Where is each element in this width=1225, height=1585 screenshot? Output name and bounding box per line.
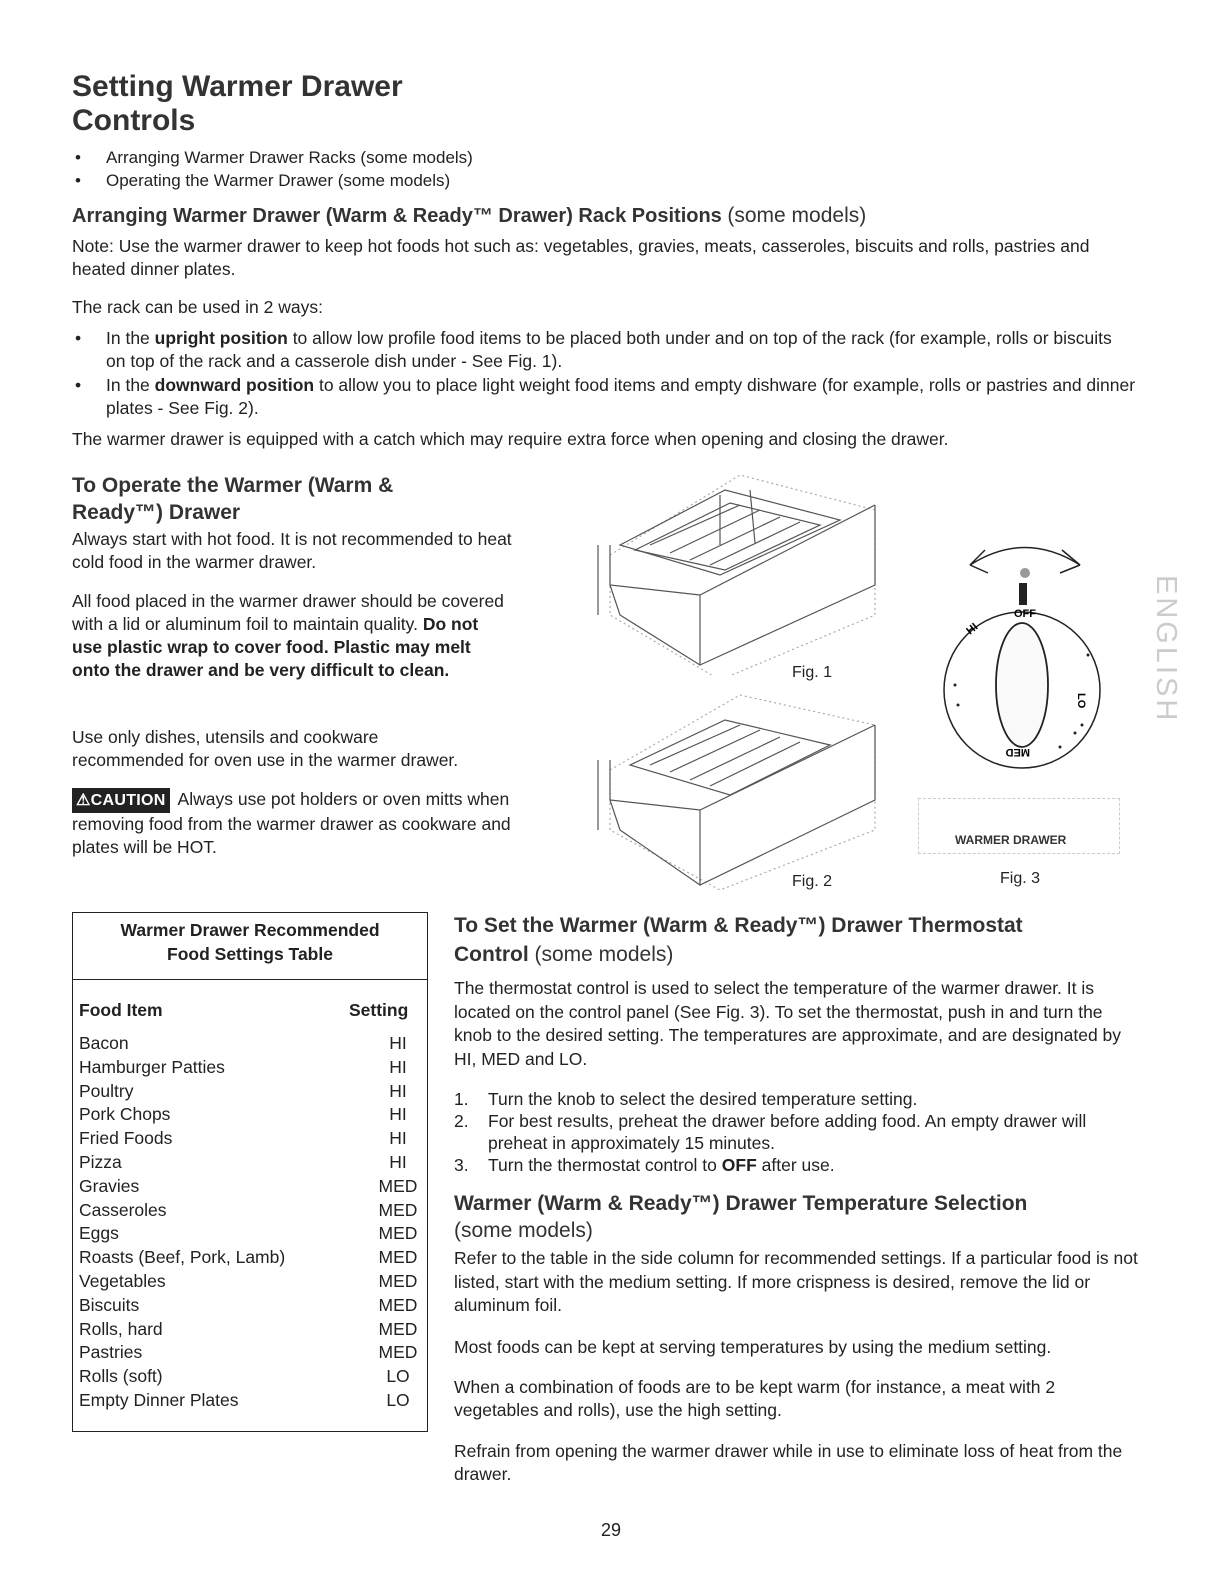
thermostat-step-text: For best results, preheat the drawer before adding food. An empty drawer will preheat in approximately 15 minutes. (488, 1111, 1087, 1153)
operate-heading-l2: Ready™) Drawer (72, 501, 241, 524)
operate-p2 (72, 590, 512, 682)
thermostat-p1: The thermostat control is used to select the temperature of the warmer drawer. It is located on the control panel (See Fig. 3). To set the thermostat, push in and turn the knob to the desired setting. The temperatures are approximate, and are designated by HI, MED and LO. (454, 978, 1122, 1069)
table-cell-setting: MED (378, 1199, 418, 1220)
rack-heading (72, 204, 866, 228)
table-cell-setting: HI (389, 1033, 407, 1053)
language-side-tab-text: ENGLISH (1150, 575, 1182, 724)
thermostat-step-text: Turn the thermostat control to (488, 1155, 722, 1175)
table-cell-setting: HI (389, 1151, 407, 1172)
knob-med-label: MED (1005, 746, 1030, 758)
table-cell-setting: LO (386, 1366, 410, 1387)
table-row (73, 1103, 427, 1127)
operate-p3: Use only dishes, utensils and cookware recommended for oven use in the warmer drawer. (72, 727, 459, 770)
language-side-tab (1150, 575, 1182, 724)
fig1-caption: Fig. 1 (792, 664, 833, 681)
table-title (73, 913, 427, 980)
table-cell-setting: HI (389, 1080, 407, 1101)
table-cell-setting: LO (386, 1389, 410, 1410)
table-row (73, 1294, 427, 1318)
table-row (73, 1127, 427, 1151)
table-cell-food: Fried Foods (79, 1128, 173, 1149)
temp-p2: Most foods can be kept at serving temperatures by using the medium setting. (454, 1337, 1052, 1357)
warmer-drawer-panel-label: WARMER DRAWER (955, 833, 1067, 847)
knob-off-label: OFF (1014, 608, 1036, 620)
temp-p1: Refer to the table in the side column for recommended settings. If a particular food is not listed, start with the medium setting. If more crispness is desired, remove the lid or aluminum foil. (454, 1248, 1138, 1315)
thermostat-step-bold: OFF (721, 1155, 757, 1175)
table-col-setting: Setting (349, 1000, 409, 1020)
table-cell-setting: MED (378, 1342, 418, 1363)
rack-bullet-text: In the (106, 328, 155, 348)
table-row (73, 1246, 427, 1270)
table-cell-food: Pastries (79, 1342, 143, 1363)
toc-item-text: Operating the Warmer Drawer (some models) (106, 171, 451, 190)
table-row (73, 1389, 427, 1413)
temp-heading-l1: Warmer (Warm & Ready™) Drawer Temperature Selection (454, 1192, 1028, 1215)
table-col-food: Food Item (79, 1000, 163, 1020)
table-cell-food: Vegetables (79, 1270, 166, 1291)
temp-heading (454, 1190, 1154, 1244)
fig3-knob-illustration (930, 525, 1110, 780)
table-cell-setting: MED (378, 1175, 418, 1196)
thermostat-step: 1. Turn the knob to select the desired temperature setting. (454, 1089, 918, 1109)
table-cell-food: Poultry (79, 1080, 134, 1101)
table-cell-food: Rolls (soft) (79, 1366, 163, 1387)
page-title (72, 70, 403, 138)
thermostat-heading-l1: To Set the Warmer (Warm & Ready™) Drawer Thermostat (454, 914, 1023, 937)
toc-item: • Operating the Warmer Drawer (some models) (75, 171, 451, 190)
table-row (73, 1365, 427, 1389)
temp-heading-l2: (some models) (454, 1219, 593, 1242)
table-cell-food: Casseroles (79, 1199, 167, 1220)
table-cell-setting: HI (389, 1056, 407, 1077)
thermostat-step: 2. For best results, preheat the drawer before adding food. An empty drawer will preheat in approximately 15 minutes. (454, 1111, 1087, 1153)
table-cell-food: Pizza (79, 1151, 122, 1172)
page-number: 29 (601, 1520, 622, 1540)
thermostat-heading (454, 912, 1154, 968)
table-cell-food: Biscuits (79, 1294, 140, 1315)
table-cell-food: Hamburger Patties (79, 1056, 225, 1077)
table-cell-setting: HI (389, 1128, 407, 1149)
rack-ways: The rack can be used in 2 ways: (72, 297, 323, 317)
table-cell-setting: HI (389, 1104, 407, 1125)
table-row (73, 1341, 427, 1365)
operate-p2-warning: Do not use plastic wrap to cover food. Plastic may melt onto the drawer and be very difficult to clean. (72, 614, 479, 680)
thermostat-heading-suffix: (some models) (528, 943, 674, 966)
fig3-caption: Fig. 3 (1000, 870, 1041, 887)
indicator-mark (1019, 583, 1027, 605)
table-cell-setting: MED (378, 1223, 418, 1244)
table-row (73, 1151, 427, 1175)
table-cell-setting: MED (378, 1247, 418, 1268)
table-row (73, 1175, 427, 1199)
table-row (73, 1270, 427, 1294)
knob-lo-label: LO (1075, 693, 1087, 709)
page-title-line1: Setting Warmer Drawer (72, 70, 403, 103)
table-cell-food: Pork Chops (79, 1104, 171, 1125)
caution-paragraph (72, 788, 532, 859)
operate-p1: Always start with hot food. It is not recommended to heat cold food in the warmer drawer. (72, 529, 512, 572)
table-body (73, 1032, 427, 1413)
table-row (73, 1056, 427, 1080)
table-cell-setting: MED (378, 1294, 418, 1315)
table-cell-food: Bacon (79, 1033, 129, 1053)
food-settings-table (72, 912, 428, 1432)
rack-bullet-upright: • In the upright position to allow low profile food items to be placed both under and on top of the rack (for example, rolls or biscuits on top of the rack and a casserole dish under - See Fig. 1). (75, 328, 1112, 371)
rack-bullet-text: In the (106, 375, 155, 395)
caution-text: Always use pot holders or oven mitts when removing food from the warmer drawer as cookware and plates will be HOT. (72, 789, 511, 857)
table-cell-setting: MED (378, 1270, 418, 1291)
table-cell-food: Eggs (79, 1223, 119, 1244)
fig2-drawer-illustration (590, 690, 900, 890)
table-cell-setting: MED (378, 1318, 418, 1339)
table-cell-food: Empty Dinner Plates (79, 1389, 239, 1410)
thermostat-step-text: after use. (756, 1155, 835, 1175)
temp-p3: When a combination of foods are to be kept warm (for instance, a meat with 2 vegetables and rolls), use the high setting. (454, 1377, 1056, 1420)
thermostat-heading-l2: Control (454, 943, 529, 966)
thermostat-step: 3. Turn the thermostat control to OFF after use. (454, 1155, 835, 1175)
toc-item: • Arranging Warmer Drawer Racks (some models) (75, 148, 473, 167)
operate-heading (72, 472, 393, 526)
rack-bullet-bold: downward position (154, 375, 315, 395)
caution-badge: ⚠CAUTION (72, 788, 170, 813)
toc-item-text: Arranging Warmer Drawer Racks (some models) (106, 148, 473, 167)
thermostat-step-text: Turn the knob to select the desired temperature setting. (488, 1089, 918, 1109)
thermostat-steps (454, 1088, 1144, 1176)
table-title-l2: Food Settings Table (167, 944, 333, 964)
knob-hi-label: HI (964, 621, 981, 638)
rack-note: Note: Use the warmer drawer to keep hot foods hot such as: vegetables, gravies, meats, casseroles, biscuits and rolls, pastries and heated dinner plates. (72, 236, 1090, 279)
table-cell-food: Gravies (79, 1175, 140, 1196)
temp-p4: Refrain from opening the warmer drawer while in use to eliminate loss of heat from the drawer. (454, 1441, 1123, 1484)
table-row (73, 1222, 427, 1246)
operate-heading-l1: To Operate the Warmer (Warm & (72, 474, 394, 497)
rack-bullet-bold: upright position (154, 328, 288, 348)
fig1-drawer-illustration (590, 465, 900, 675)
table-row (73, 1032, 427, 1056)
page-title-line2: Controls (72, 104, 196, 137)
operate-p2-text: All food placed in the warmer drawer should be covered with a lid or aluminum foil to maintain quality. (72, 591, 504, 634)
table-row (73, 1199, 427, 1223)
table-title-l1: Warmer Drawer Recommended (120, 920, 380, 940)
rack-heading-suffix: (some models) (727, 204, 867, 227)
rack-heading-text: Arranging Warmer Drawer (Warm & Ready™ Drawer) Rack Positions (72, 205, 722, 227)
rack-catch: The warmer drawer is equipped with a catch which may require extra force when opening and closing the drawer. (72, 429, 949, 449)
rack-bullet-downward: • In the downward position to allow you to place light weight food items and empty dishware (for example, rolls or pastries and dinner plates - See Fig. 2). (75, 375, 1136, 418)
knob-handle (996, 623, 1048, 747)
indicator-dot (1020, 568, 1030, 578)
rack-bullet-text: to allow you to place light weight food items and empty dishware (for example, rolls or pastries and dinner plates - See Fig. 2). (106, 375, 1136, 418)
table-cell-food: Roasts (Beef, Pork, Lamb) (79, 1247, 286, 1268)
rack-bullet-text: to allow low profile food items to be placed both under and on top of the rack (for example, rolls or biscuits on top of the rack and a casserole dish under - See Fig. 1). (106, 328, 1112, 371)
table-row (73, 1318, 427, 1342)
fig2-caption: Fig. 2 (792, 873, 833, 890)
table-cell-food: Rolls, hard (79, 1318, 163, 1339)
table-header-row (73, 980, 427, 1032)
table-row (73, 1080, 427, 1104)
